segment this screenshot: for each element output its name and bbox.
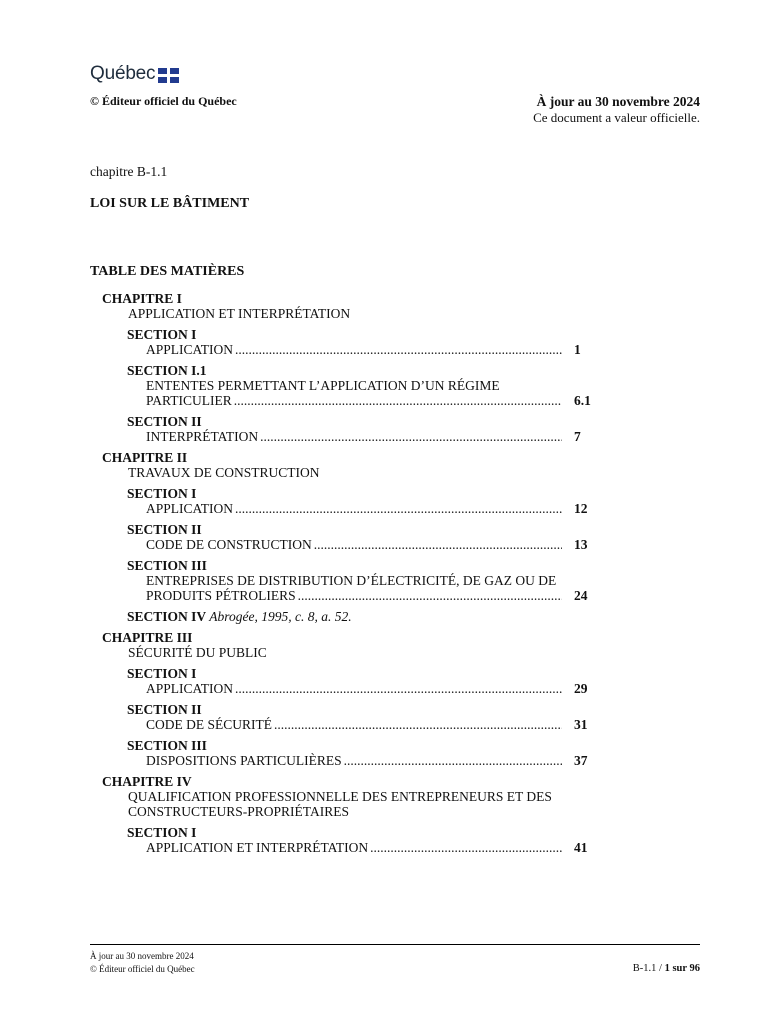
section-label: SECTION III <box>127 738 207 753</box>
entry-page: 6.1 <box>574 393 591 408</box>
section-label: SECTION I.1 <box>127 363 207 378</box>
toc-section <box>127 364 600 408</box>
toc-section <box>127 328 600 357</box>
toc-entry-link[interactable] <box>146 717 600 732</box>
dot-leader <box>235 681 562 696</box>
section-label: SECTION II <box>127 702 202 717</box>
chapter-title: APPLICATION ET INTERPRÉTATION <box>128 306 351 321</box>
toc-entry-link[interactable] <box>146 573 600 603</box>
entry-page: 41 <box>574 840 588 855</box>
entry-title-line: ENTENTES PERMETTANT L’APPLICATION D’UN RÉGIME <box>146 378 500 393</box>
entry-page: 7 <box>574 429 581 444</box>
chapter-title: QUALIFICATION PROFESSIONNELLE DES ENTREPRENEURS ET DES <box>128 789 552 804</box>
quebec-flag-icon <box>158 68 179 83</box>
toc-entry-link[interactable] <box>146 537 600 552</box>
entry-title: APPLICATION ET INTERPRÉTATION <box>146 840 369 855</box>
toc-entry-link[interactable] <box>146 342 600 357</box>
dot-leader <box>235 342 562 357</box>
toc-section <box>127 559 600 603</box>
logo-wordmark: Québec <box>90 63 156 84</box>
toc-entry-link[interactable] <box>146 753 600 768</box>
entry-title: DISPOSITIONS PARTICULIÈRES <box>146 753 342 768</box>
entry-page: 29 <box>574 681 588 696</box>
footer-page-count: 1 sur 96 <box>664 963 700 974</box>
footer-left <box>90 950 195 976</box>
toc-chapter <box>102 292 600 444</box>
toc-chapter <box>102 631 600 768</box>
dot-leader <box>234 393 562 408</box>
chapter-label: CHAPITRE IV <box>102 774 192 789</box>
toc-chapter <box>102 451 600 624</box>
toc-section <box>127 610 600 624</box>
entry-page: 13 <box>574 537 588 552</box>
abrogation-note: Abrogée, 1995, c. 8, a. 52. <box>209 609 352 624</box>
entry-title: PARTICULIER <box>146 393 232 408</box>
dot-leader <box>344 753 562 768</box>
chapter-title-continued: CONSTRUCTEURS-PROPRIÉTAIRES <box>128 804 349 819</box>
toc-section <box>127 667 600 696</box>
entry-title: APPLICATION <box>146 681 234 696</box>
toc-title: TABLE DES MATIÈRES <box>90 264 245 279</box>
dot-leader <box>298 588 562 603</box>
section-label: SECTION II <box>127 414 202 429</box>
section-label: SECTION I <box>127 666 197 681</box>
toc-section <box>127 487 600 516</box>
section-label: SECTION III <box>127 558 207 573</box>
dot-leader <box>235 501 562 516</box>
chapter-label: CHAPITRE I <box>102 291 182 306</box>
entry-page: 1 <box>574 342 581 357</box>
toc-entry-link[interactable] <box>146 840 600 855</box>
section-label: SECTION I <box>127 486 197 501</box>
toc-entry-link[interactable] <box>146 681 600 696</box>
chapter-label: CHAPITRE II <box>102 450 188 465</box>
toc-section <box>127 703 600 732</box>
section-label: SECTION I <box>127 327 197 342</box>
law-title: LOI SUR LE BÂTIMENT <box>90 196 250 211</box>
toc-section <box>127 739 600 768</box>
footer-date: À jour au 30 novembre 2024 <box>90 951 194 961</box>
footer-code: B-1.1 / <box>632 963 662 974</box>
entry-title: CODE DE SÉCURITÉ <box>146 717 272 732</box>
toc-section <box>127 826 600 855</box>
header-date: À jour au 30 novembre 2024 <box>536 94 700 109</box>
quebec-logo <box>90 62 179 86</box>
entry-page: 37 <box>574 753 588 768</box>
chapter-label: CHAPITRE III <box>102 630 193 645</box>
entry-title: APPLICATION <box>146 342 234 357</box>
dot-leader <box>314 537 562 552</box>
chapter-reference: chapitre B-1.1 <box>90 164 168 179</box>
entry-page: 12 <box>574 501 588 516</box>
toc-section <box>127 415 600 444</box>
footer-publisher: © Éditeur officiel du Québec <box>90 964 195 974</box>
section-label: SECTION IV <box>127 609 206 624</box>
entry-page: 24 <box>574 588 588 603</box>
dot-leader <box>274 717 562 732</box>
section-label: SECTION I <box>127 825 197 840</box>
header-publisher: © Éditeur officiel du Québec <box>90 94 237 108</box>
entry-title-line: ENTREPRISES DE DISTRIBUTION D’ÉLECTRICITÉ, DE GAZ OU DE <box>146 573 557 588</box>
dot-leader <box>260 429 562 444</box>
table-of-contents <box>90 292 600 855</box>
toc-entry-link[interactable] <box>146 429 600 444</box>
header-status <box>533 94 700 126</box>
chapter-title: TRAVAUX DE CONSTRUCTION <box>128 465 320 480</box>
toc-entry-link[interactable] <box>146 378 600 408</box>
chapter-title: SÉCURITÉ DU PUBLIC <box>128 645 267 660</box>
footer-divider <box>90 944 700 945</box>
entry-page: 31 <box>574 717 588 732</box>
toc-chapter <box>102 775 600 855</box>
toc-section <box>127 523 600 552</box>
header-official-note: Ce document a valeur officielle. <box>533 110 700 125</box>
toc-entry-link[interactable] <box>146 501 600 516</box>
footer-page-indicator <box>633 963 700 974</box>
section-label-abrogated <box>127 610 600 624</box>
entry-title: APPLICATION <box>146 501 234 516</box>
dot-leader <box>370 840 562 855</box>
entry-title: INTERPRÉTATION <box>146 429 259 444</box>
entry-title: CODE DE CONSTRUCTION <box>146 537 312 552</box>
section-label: SECTION II <box>127 522 202 537</box>
entry-title: PRODUITS PÉTROLIERS <box>146 588 296 603</box>
